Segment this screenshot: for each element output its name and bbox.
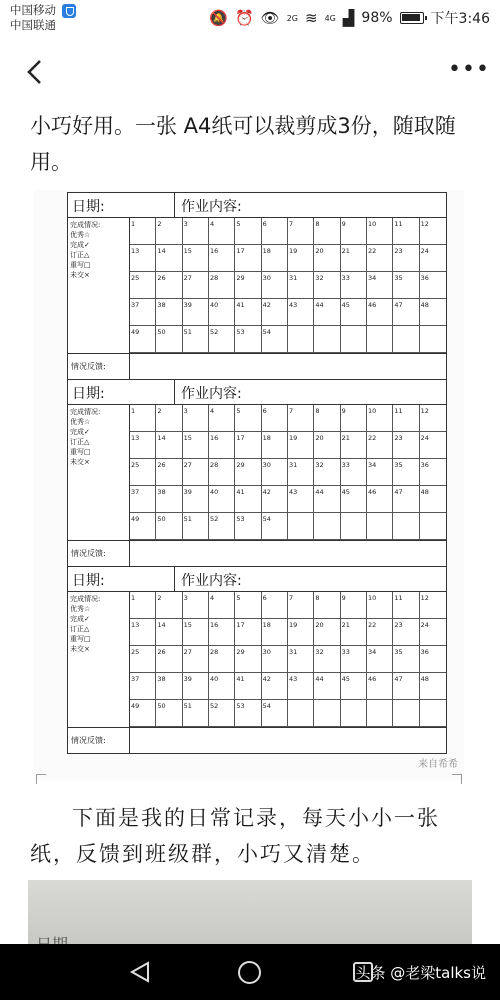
student-cell: 15 xyxy=(183,432,209,459)
status-legend-line: 订正△ xyxy=(70,625,90,633)
status-legend-line: 完成情况: xyxy=(70,595,101,603)
student-cell: 54 xyxy=(262,700,288,727)
student-cell: 13 xyxy=(130,245,156,272)
shield-icon xyxy=(62,4,76,18)
eye-icon: 👁 xyxy=(260,9,280,27)
student-cell: 49 xyxy=(130,513,156,540)
student-cell: 30 xyxy=(262,646,288,673)
net-4g-label: 4G xyxy=(324,13,336,23)
student-cell: 33 xyxy=(341,646,367,673)
student-grid xyxy=(130,405,446,540)
student-cell: 21 xyxy=(341,245,367,272)
student-cell: 5 xyxy=(235,592,261,619)
status-legend-line: 未交× xyxy=(70,645,90,653)
student-cell: 12 xyxy=(420,405,446,432)
student-cell: 14 xyxy=(156,245,182,272)
student-cell: 19 xyxy=(288,619,314,646)
student-cell: 2 xyxy=(156,592,182,619)
student-cell xyxy=(367,326,393,353)
student-cell: 16 xyxy=(209,619,235,646)
student-cell: 7 xyxy=(288,405,314,432)
student-cell: 25 xyxy=(130,646,156,673)
student-cell xyxy=(393,513,419,540)
student-cell: 23 xyxy=(393,619,419,646)
student-cell: 49 xyxy=(130,700,156,727)
student-cell: 27 xyxy=(183,272,209,299)
status-legend-line: 重写□ xyxy=(70,261,91,269)
student-cell: 49 xyxy=(130,326,156,353)
student-cell: 38 xyxy=(156,673,182,700)
student-cell: 20 xyxy=(314,245,340,272)
student-cell: 42 xyxy=(262,299,288,326)
student-cell: 31 xyxy=(288,272,314,299)
worksheet-header xyxy=(68,193,446,218)
student-cell: 7 xyxy=(288,592,314,619)
student-cell: 23 xyxy=(393,432,419,459)
student-cell: 42 xyxy=(262,486,288,513)
status-bar xyxy=(0,0,500,40)
student-cell xyxy=(420,326,446,353)
student-cell: 14 xyxy=(156,619,182,646)
crop-mark xyxy=(452,774,462,784)
article-photo[interactable] xyxy=(28,880,472,944)
status-legend xyxy=(68,405,130,540)
signal-icon: ▟ xyxy=(342,9,355,27)
student-cell: 31 xyxy=(288,459,314,486)
student-cell: 33 xyxy=(341,272,367,299)
student-cell: 24 xyxy=(420,619,446,646)
student-cell: 3 xyxy=(183,218,209,245)
student-cell: 17 xyxy=(235,245,261,272)
student-cell: 32 xyxy=(314,272,340,299)
student-cell: 18 xyxy=(262,432,288,459)
student-cell xyxy=(420,513,446,540)
student-cell: 39 xyxy=(183,673,209,700)
worksheet-header xyxy=(68,380,446,405)
worksheet-body xyxy=(68,218,446,353)
student-cell: 10 xyxy=(367,592,393,619)
student-cell: 3 xyxy=(183,592,209,619)
student-cell: 41 xyxy=(235,673,261,700)
student-cell xyxy=(367,513,393,540)
student-cell: 2 xyxy=(156,218,182,245)
student-cell: 9 xyxy=(341,405,367,432)
student-cell: 6 xyxy=(262,405,288,432)
student-cell: 53 xyxy=(235,700,261,727)
student-cell: 19 xyxy=(288,245,314,272)
student-cell: 36 xyxy=(420,459,446,486)
student-cell: 18 xyxy=(262,619,288,646)
student-cell: 9 xyxy=(341,218,367,245)
back-icon[interactable] xyxy=(22,58,50,86)
student-cell: 53 xyxy=(235,513,261,540)
student-cell: 11 xyxy=(393,405,419,432)
carrier2-label: 中国联通 xyxy=(10,18,56,32)
student-cell: 48 xyxy=(420,299,446,326)
student-cell: 4 xyxy=(209,218,235,245)
student-cell: 50 xyxy=(156,326,182,353)
student-cell: 43 xyxy=(288,486,314,513)
student-cell: 28 xyxy=(209,272,235,299)
student-cell: 1 xyxy=(130,218,156,245)
feedback-label: 情况反馈: xyxy=(71,354,130,379)
student-cell: 28 xyxy=(209,459,235,486)
student-cell: 1 xyxy=(130,405,156,432)
nav-bar xyxy=(0,40,500,104)
student-cell xyxy=(288,513,314,540)
student-cell: 11 xyxy=(393,592,419,619)
student-cell: 19 xyxy=(288,432,314,459)
status-legend-line: 重写□ xyxy=(70,448,91,456)
net-2g-label: 2G xyxy=(286,13,298,23)
worksheet-body xyxy=(68,592,446,727)
student-cell: 45 xyxy=(341,673,367,700)
student-cell: 43 xyxy=(288,299,314,326)
carrier1-label: 中国移动 xyxy=(10,3,56,17)
student-cell: 8 xyxy=(314,592,340,619)
student-cell: 24 xyxy=(420,245,446,272)
student-cell: 2 xyxy=(156,405,182,432)
worksheet-table xyxy=(67,192,447,754)
student-cell: 40 xyxy=(209,486,235,513)
student-cell: 50 xyxy=(156,513,182,540)
image-watermark: 来自希希 xyxy=(418,759,458,770)
article-paragraph-2: 下面是我的日常记录，每天小小一张纸，反馈到班级群，小巧又清楚。 xyxy=(30,806,440,866)
student-cell: 47 xyxy=(393,299,419,326)
student-cell: 46 xyxy=(367,673,393,700)
student-cell: 8 xyxy=(314,218,340,245)
date-label: 日期: xyxy=(68,193,175,217)
student-cell: 37 xyxy=(130,299,156,326)
student-cell: 42 xyxy=(262,673,288,700)
student-cell: 22 xyxy=(367,619,393,646)
status-legend-line: 完成情况: xyxy=(70,221,101,229)
student-cell: 43 xyxy=(288,673,314,700)
student-cell: 47 xyxy=(393,486,419,513)
student-cell: 45 xyxy=(341,486,367,513)
student-cell: 48 xyxy=(420,673,446,700)
student-cell: 8 xyxy=(314,405,340,432)
student-cell: 52 xyxy=(209,700,235,727)
student-cell: 38 xyxy=(156,299,182,326)
student-cell: 4 xyxy=(209,405,235,432)
student-cell: 46 xyxy=(367,299,393,326)
student-cell: 27 xyxy=(183,646,209,673)
student-cell: 29 xyxy=(235,459,261,486)
student-cell: 50 xyxy=(156,700,182,727)
student-cell: 39 xyxy=(183,299,209,326)
student-cell: 46 xyxy=(367,486,393,513)
feedback-row xyxy=(68,353,446,379)
student-grid xyxy=(130,592,446,727)
student-cell xyxy=(288,700,314,727)
student-cell: 29 xyxy=(235,272,261,299)
student-cell: 1 xyxy=(130,592,156,619)
student-cell: 21 xyxy=(341,432,367,459)
status-icons xyxy=(209,8,490,28)
nav-home-icon[interactable] xyxy=(238,961,261,984)
student-cell: 26 xyxy=(156,646,182,673)
clock: 下午3:46 xyxy=(430,11,490,27)
worksheet-block xyxy=(68,567,446,753)
student-cell: 51 xyxy=(183,513,209,540)
more-icon[interactable]: ••• xyxy=(448,57,490,82)
status-legend-line: 重写□ xyxy=(70,635,91,643)
student-cell: 48 xyxy=(420,486,446,513)
student-cell: 40 xyxy=(209,299,235,326)
student-cell: 41 xyxy=(235,299,261,326)
student-cell xyxy=(314,700,340,727)
student-cell: 22 xyxy=(367,245,393,272)
student-cell: 24 xyxy=(420,432,446,459)
nav-back-icon[interactable] xyxy=(128,960,152,984)
student-cell: 11 xyxy=(393,218,419,245)
student-cell: 15 xyxy=(183,245,209,272)
student-cell: 40 xyxy=(209,673,235,700)
student-cell: 37 xyxy=(130,486,156,513)
student-cell: 9 xyxy=(341,592,367,619)
student-cell: 44 xyxy=(314,486,340,513)
student-cell: 54 xyxy=(262,513,288,540)
student-cell: 26 xyxy=(156,272,182,299)
status-legend-line: 完成情况: xyxy=(70,408,101,416)
student-cell: 22 xyxy=(367,432,393,459)
student-cell xyxy=(367,700,393,727)
student-cell: 33 xyxy=(341,459,367,486)
student-cell: 5 xyxy=(235,218,261,245)
status-legend-line: 未交× xyxy=(70,458,90,466)
student-cell: 52 xyxy=(209,326,235,353)
student-cell: 25 xyxy=(130,459,156,486)
student-cell: 36 xyxy=(420,646,446,673)
student-cell: 26 xyxy=(156,459,182,486)
date-label: 日期: xyxy=(68,380,175,404)
student-cell: 44 xyxy=(314,299,340,326)
student-cell: 13 xyxy=(130,432,156,459)
student-cell: 30 xyxy=(262,459,288,486)
student-cell: 10 xyxy=(367,218,393,245)
mute-icon: 🔕 xyxy=(209,9,228,27)
article-paragraph-1: 小巧好用。一张 A4纸可以裁剪成3份，随取随用。 xyxy=(30,114,456,174)
student-cell: 21 xyxy=(341,619,367,646)
student-cell: 53 xyxy=(235,326,261,353)
student-cell: 3 xyxy=(183,405,209,432)
homework-label: 作业内容: xyxy=(181,386,242,402)
student-cell: 41 xyxy=(235,486,261,513)
student-cell: 32 xyxy=(314,646,340,673)
student-cell xyxy=(314,513,340,540)
student-cell: 18 xyxy=(262,245,288,272)
student-cell: 31 xyxy=(288,646,314,673)
alarm-icon: ⏰ xyxy=(234,9,254,27)
student-cell: 37 xyxy=(130,673,156,700)
student-cell: 20 xyxy=(314,432,340,459)
student-grid xyxy=(130,218,446,353)
battery-percent: 98% xyxy=(361,10,393,26)
student-cell xyxy=(341,513,367,540)
homework-label: 作业内容: xyxy=(181,573,242,589)
student-cell: 35 xyxy=(393,646,419,673)
date-label: 日期: xyxy=(68,567,175,591)
worksheet-image[interactable] xyxy=(34,190,464,780)
wifi-icon: ≋ xyxy=(305,9,318,27)
student-cell xyxy=(288,326,314,353)
status-legend-line: 订正△ xyxy=(70,251,90,259)
student-cell: 51 xyxy=(183,700,209,727)
status-legend xyxy=(68,592,130,727)
student-cell xyxy=(420,700,446,727)
student-cell: 14 xyxy=(156,432,182,459)
worksheet-block xyxy=(68,380,446,567)
student-cell: 52 xyxy=(209,513,235,540)
student-cell: 36 xyxy=(420,272,446,299)
student-cell: 6 xyxy=(262,218,288,245)
feedback-row xyxy=(68,727,446,753)
student-cell: 27 xyxy=(183,459,209,486)
student-cell: 32 xyxy=(314,459,340,486)
feedback-label: 情况反馈: xyxy=(71,728,130,753)
student-cell: 16 xyxy=(209,245,235,272)
status-legend-line: 订正△ xyxy=(70,438,90,446)
worksheet-header xyxy=(68,567,446,592)
student-cell: 30 xyxy=(262,272,288,299)
student-cell: 54 xyxy=(262,326,288,353)
student-cell: 28 xyxy=(209,646,235,673)
student-cell: 17 xyxy=(235,432,261,459)
student-cell: 4 xyxy=(209,592,235,619)
student-cell xyxy=(393,700,419,727)
feedback-row xyxy=(68,540,446,566)
feedback-label: 情况反馈: xyxy=(71,541,130,566)
student-cell: 16 xyxy=(209,432,235,459)
battery-icon xyxy=(400,12,424,24)
student-cell: 20 xyxy=(314,619,340,646)
source-credit: 头条 @老梁talks说 xyxy=(355,964,486,982)
status-legend-line: 完成✓ xyxy=(70,241,90,249)
student-cell xyxy=(314,326,340,353)
student-cell: 51 xyxy=(183,326,209,353)
student-cell: 23 xyxy=(393,245,419,272)
student-cell: 5 xyxy=(235,405,261,432)
worksheet-body xyxy=(68,405,446,540)
student-cell: 34 xyxy=(367,459,393,486)
student-cell xyxy=(393,326,419,353)
student-cell: 38 xyxy=(156,486,182,513)
student-cell: 25 xyxy=(130,272,156,299)
status-legend-line: 优秀☆ xyxy=(70,418,91,426)
status-legend-line: 优秀☆ xyxy=(70,605,91,613)
carrier-info xyxy=(10,3,76,33)
student-cell: 35 xyxy=(393,272,419,299)
student-cell: 10 xyxy=(367,405,393,432)
student-cell: 6 xyxy=(262,592,288,619)
student-cell: 13 xyxy=(130,619,156,646)
status-legend-line: 完成✓ xyxy=(70,615,90,623)
worksheet-block xyxy=(68,193,446,380)
student-cell: 17 xyxy=(235,619,261,646)
student-cell: 35 xyxy=(393,459,419,486)
student-cell xyxy=(341,326,367,353)
student-cell: 12 xyxy=(420,218,446,245)
homework-label: 作业内容: xyxy=(181,199,242,215)
student-cell: 12 xyxy=(420,592,446,619)
crop-mark xyxy=(36,774,46,784)
student-cell: 29 xyxy=(235,646,261,673)
student-cell: 47 xyxy=(393,673,419,700)
student-cell: 7 xyxy=(288,218,314,245)
status-legend-line: 完成✓ xyxy=(70,428,90,436)
student-cell: 45 xyxy=(341,299,367,326)
student-cell: 39 xyxy=(183,486,209,513)
system-nav-bar xyxy=(0,944,500,1000)
status-legend-line: 优秀☆ xyxy=(70,231,91,239)
student-cell: 44 xyxy=(314,673,340,700)
student-cell: 34 xyxy=(367,646,393,673)
student-cell xyxy=(341,700,367,727)
student-cell: 34 xyxy=(367,272,393,299)
status-legend-line: 未交× xyxy=(70,271,90,279)
status-legend xyxy=(68,218,130,353)
student-cell: 15 xyxy=(183,619,209,646)
